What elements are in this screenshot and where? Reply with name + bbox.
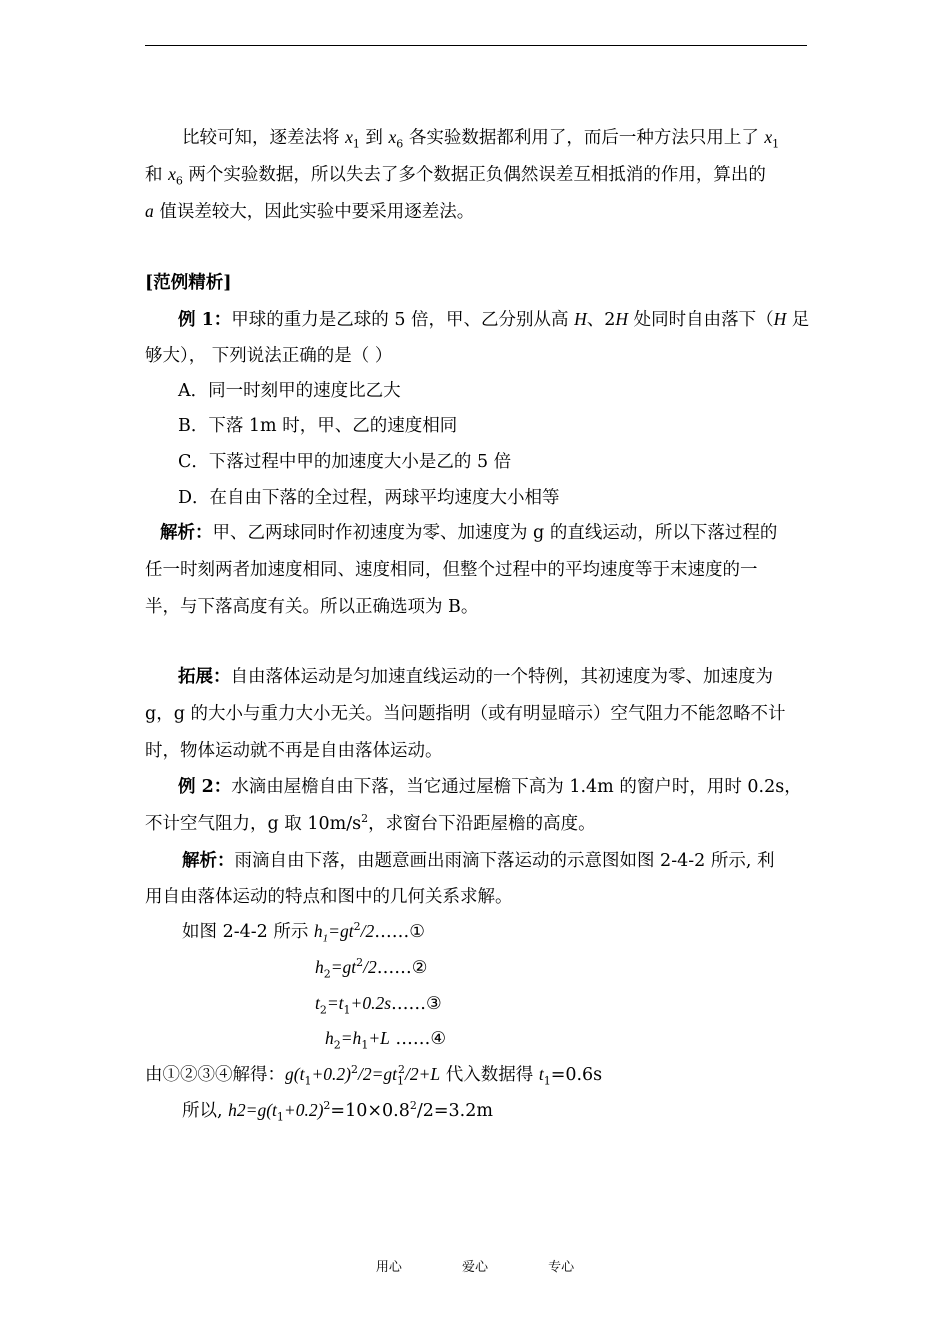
ex1-solution-line1: 解析：甲、乙两球同时作初速度为零、加速度为 g 的直线运动，所以下落过程的 [160, 523, 778, 543]
section-title: [范例精析] [145, 273, 232, 293]
footer-item: 爱心 [461, 1260, 488, 1275]
ex1-option-d: D．在自由下落的全过程，两球平均速度大小相等 [178, 488, 560, 508]
ext-line2: g，g 的大小与重力大小无关。当问题指明（或有明显暗示）空气阻力不能忽略不计 [145, 704, 786, 724]
footer-item: 用心 [375, 1260, 402, 1275]
ex1-solution-line2: 任一时刻两者加速度相同、速度相同，但整个过程中的平均速度等于末速度的一 [145, 560, 758, 580]
page-footer [0, 1256, 950, 1275]
ext-line1: 拓展：自由落体运动是匀加速直线运动的一个特例，其初速度为零、加速度为 [178, 667, 773, 687]
ex2-solution-label: 解析： [182, 851, 235, 871]
ex2-label: 例 2： [178, 777, 232, 797]
ex2-question-line1: 例 2：水滴由屋檐自由下落，当它通过屋檐下高为 1.4m 的窗户时，用时 0.2s， [178, 777, 802, 797]
ex1-option-c: C．下落过程中甲的加速度大小是乙的 5 倍 [178, 452, 512, 472]
footer-item: 专心 [548, 1260, 575, 1275]
solve-line: 由①②③④解得：$g(t_1+0.2)^2/2=gt_1^2/2+L$ 代入数据得 $t_1=0.6s$ [145, 1063, 603, 1088]
ex2-question-line2: 不计空气阻力，g 取 $10m/s^2$，求窗台下沿距屋檐的高度。 [145, 812, 596, 834]
equation-1: 如图 2-4-2 所示 $h_1=gt^2/2\dots\dots ①$ [182, 920, 425, 945]
ex1-solution-label: 解析： [160, 523, 213, 543]
ex2-solution-line2: 用自由落体运动的特点和图中的几何关系求解。 [145, 887, 513, 907]
ex2-solution-line1: 解析：雨滴自由下落，由题意画出雨滴下落运动的示意图如图 2-4-2 所示, 利 [182, 851, 775, 871]
ex1-option-a: A．同一时刻甲的速度比乙大 [178, 381, 401, 401]
header-rule [145, 45, 807, 46]
ex1-option-b: B．下落 1m 时，甲、乙的速度相同 [178, 416, 458, 436]
ex1-label: 例 1： [178, 310, 232, 330]
final-line: 所以, $h2=g(t_1+0.2)^2=10\times 0.8^2/2=3.2m$ [182, 1099, 493, 1124]
ext-line3: 时，物体运动就不再是自由落体运动。 [145, 741, 443, 761]
equation-3: $t_2=t_1+0.2s\dots\dots ③$ [315, 993, 442, 1017]
ex1-question-line2: 够大）， 下列说法正确的是（ ） [145, 346, 393, 366]
para1-line3: a 值误差较大，因此实验中要采用逐差法。 [145, 201, 475, 222]
ext-label: 拓展： [178, 667, 231, 687]
equation-2: $h_2=gt^2/2\dots\dots ②$ [315, 956, 428, 981]
ex1-solution-line3: 半，与下落高度有关。所以正确选项为 B。 [145, 597, 479, 617]
para1-line1: 比较可知，逐差法将 $x_1$ 到 $x_6$ 各实验数据都利用了，而后一种方法只用上了 $x_1$ [182, 127, 780, 151]
para1-line2: 和 $x_6$ 两个实验数据，所以失去了多个数据正负偶然误差互相抵消的作用，算出的 [145, 164, 766, 188]
equation-4: $h_2=h_1+L$ ……④ [325, 1028, 447, 1052]
ex1-question-line1: 例 1：甲球的重力是乙球的 5 倍，甲、乙分别从高 H、2H 处同时自由落下（H 足 [178, 309, 810, 330]
